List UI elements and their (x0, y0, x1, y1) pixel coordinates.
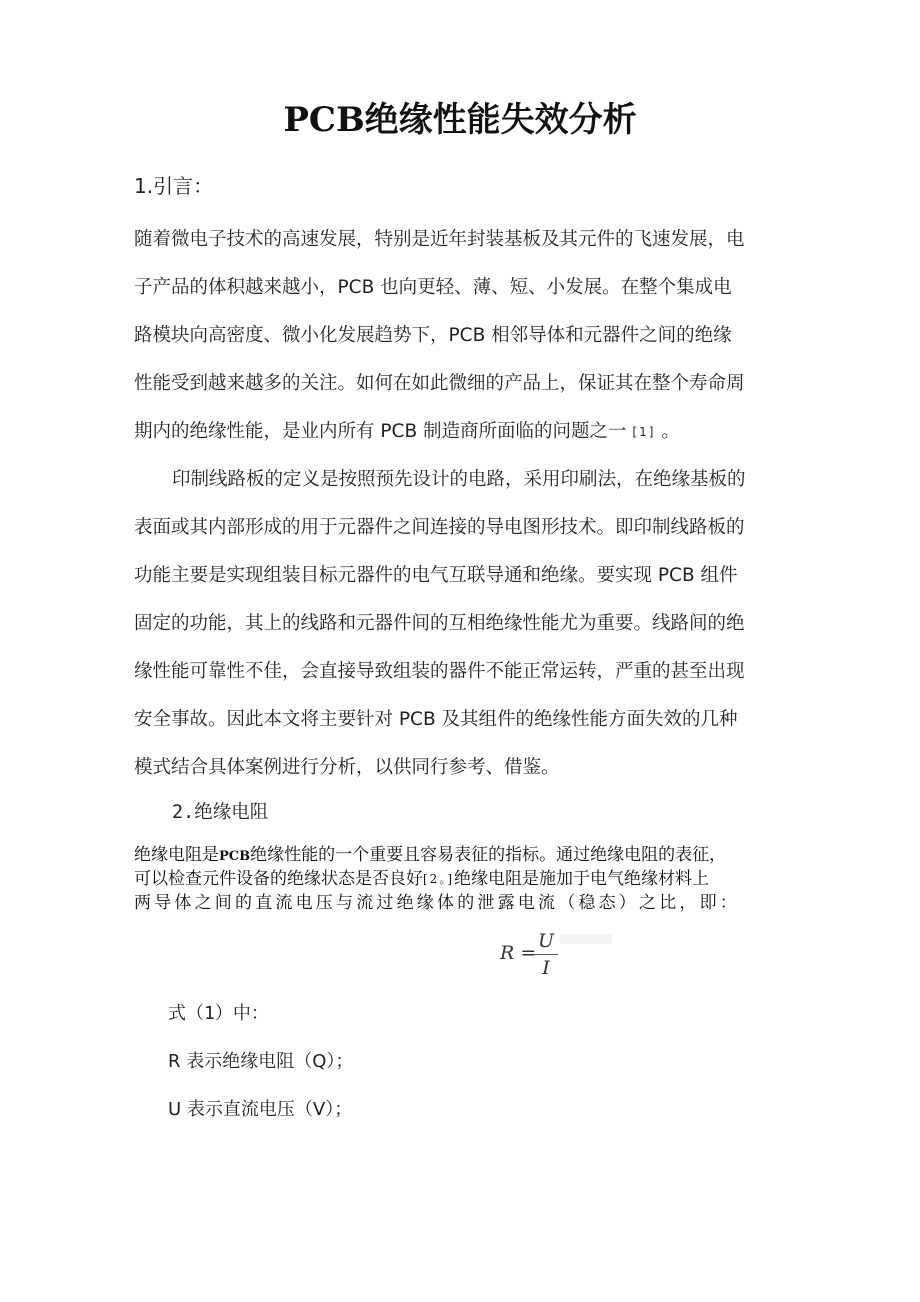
intro-paragraph-1 (134, 216, 784, 456)
text-line: 路模块向高密度、微小化发展趋势下，PCB 相邻导体和元器件之间的绝缘 (134, 325, 732, 346)
citation-ref: [1] (632, 425, 656, 439)
text-line (134, 867, 794, 891)
formula-lhs: R = (500, 942, 537, 964)
text-segment: 绝缘电阻是 (134, 845, 219, 865)
formula-fraction (534, 930, 558, 979)
text-line: 随着微电子技术的高速发展，特别是近年封装基板及其元件的飞速发展，电 (134, 229, 745, 250)
definition-r: R 表示绝缘电阻（Q）； (168, 1051, 354, 1072)
intro-paragraph-2 (134, 456, 784, 792)
formula-note: 式（1）中： (168, 1003, 269, 1024)
text-line: 性能受到越来越多的关注。如何在如此微细的产品上，保证其在整个寿命周 (134, 373, 745, 394)
text-line: 子产品的体积越来越小，PCB 也向更轻、薄、短、小发展。在整个集成电 (134, 277, 732, 298)
text-segment: 。 (661, 421, 680, 442)
text-line: 模式结合具体案例进行分析，以供同行参考、借鉴。 (134, 757, 560, 778)
resistance-formula (496, 926, 616, 986)
text-segment: 绝缘电阻是施加于电气绝缘材料上 (454, 869, 709, 889)
text-line (134, 843, 794, 867)
text-segment: 期内的绝缘性能，是业内所有 PCB 制造商所面临的问题之一 (134, 421, 627, 442)
fraction-bar (534, 954, 558, 955)
section-heading-insulation-resistance: 2.绝缘电阻 (172, 802, 269, 823)
text-line: 功能主要是实现组装目标元器件的电气互联导通和绝缘。要实现 PCB 组件 (134, 565, 738, 586)
text-line: 缘性能可靠性不佳，会直接导致组装的器件不能正常运转，严重的甚至出现 (134, 661, 745, 682)
text-line: 表面或其内部形成的用于元器件之间连接的导电图形技术。即印制线路板的 (134, 517, 745, 538)
formula-denominator: I (542, 957, 550, 979)
section-heading-introduction: 1.引言： (134, 174, 214, 198)
formula-definitions (168, 994, 353, 1138)
insulation-resistance-paragraph (134, 843, 794, 915)
definition-u: U 表示直流电压（V）； (168, 1099, 353, 1120)
text-line: 印制线路板的定义是按照预先设计的电路，采用印刷法，在绝缘基板的 (172, 469, 746, 490)
text-segment: 绝缘性能的一个重要且容易表征的指标。通过绝缘电阻的表征， (250, 845, 727, 865)
document-title: PCB绝缘性能失效分析 (283, 100, 637, 140)
text-segment: 可以检查元件设备的绝缘状态是否良好 (134, 869, 423, 889)
text-line (134, 408, 784, 456)
citation-ref: [2。] (423, 872, 454, 886)
formula-numerator: U (537, 930, 554, 952)
text-line: 安全事故。因此本文将主要针对 PCB 及其组件的绝缘性能方面失效的几种 (134, 709, 738, 730)
text-line: 固定的功能，其上的线路和元器件间的互相绝缘性能尤为重要。线路间的绝 (134, 613, 745, 634)
text-line: 两导体之间的直流电压与流过绝缘体的泄露电流（稳态）之比，即： (134, 893, 740, 913)
bold-term: PCB (219, 849, 251, 864)
formula-background-shade (560, 934, 612, 944)
